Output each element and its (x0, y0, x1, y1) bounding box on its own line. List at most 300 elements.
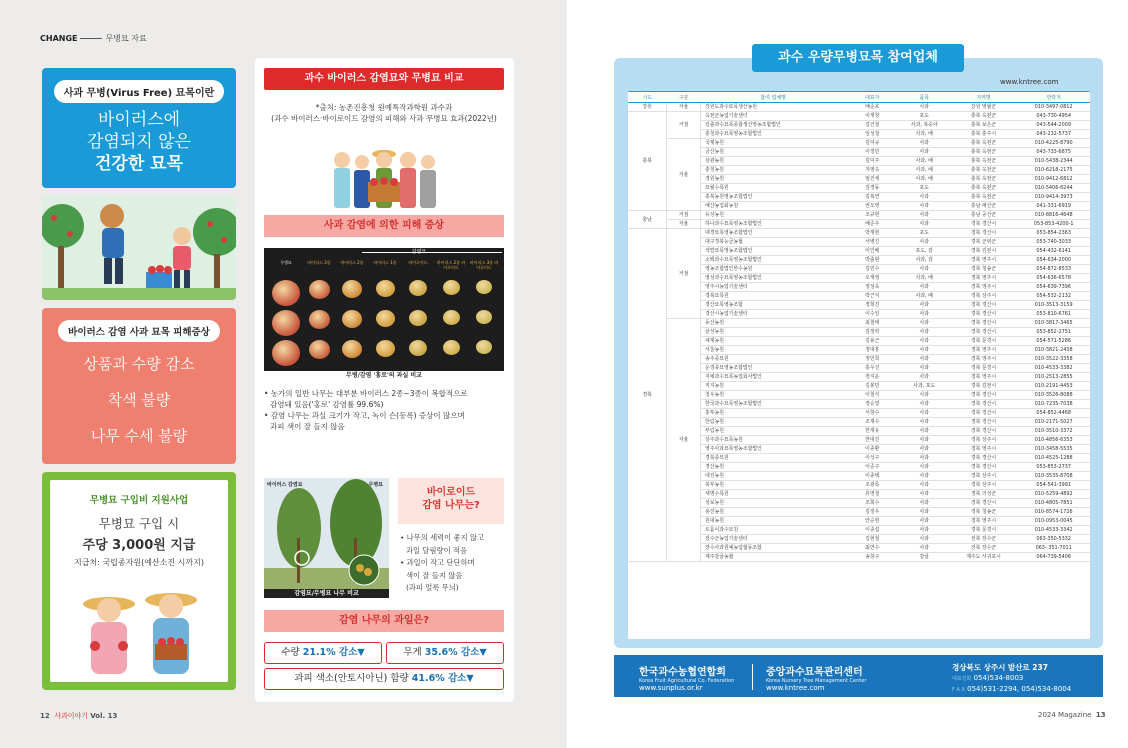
table-cell: 경북 영주시 (950, 346, 1018, 355)
table-cell: 경북 김천시 (950, 382, 1018, 391)
table-cell: 예산농업회농원 (701, 202, 846, 211)
table-cell: 충북 옥천군 (950, 157, 1018, 166)
viroid-box: 바이로이드 감염 나무는? (398, 478, 504, 524)
table-cell: 홍투농원 (701, 409, 846, 418)
apple-fruit (476, 310, 492, 324)
photo-col-label: 바이러스 3종 (307, 260, 331, 265)
table-cell: 충북 보은군 (950, 121, 1018, 130)
table-cell: 사과 (899, 310, 950, 319)
table-row (628, 139, 1090, 148)
compare-title: 과수 바이러스 감염묘와 무병묘 비교 (264, 68, 504, 90)
table-cell: 053-854-2363 (1017, 229, 1090, 238)
apple-fruit (376, 280, 395, 297)
column-header: 연락처 (1017, 92, 1090, 103)
table-cell: 트롬이과수묘원 (701, 526, 846, 535)
table-cell: 충북농원영농조합법인 (701, 193, 846, 202)
subsidy-amount: 주당 3,000원 지급 (82, 538, 196, 553)
table-cell: 사과 (899, 211, 950, 220)
table-cell: 사과, 배 (899, 274, 950, 283)
table-cell: 사과 (899, 400, 950, 409)
table-cell: 김정우 (846, 508, 899, 517)
table-cell: 054-571-5286 (1017, 337, 1090, 346)
virus-free-desc (42, 109, 236, 175)
table-cell: 청우농원 (701, 391, 846, 400)
table-cell: 삼성농원 (701, 328, 846, 337)
table-cell: 이석구 (846, 454, 899, 463)
table-cell: 하나과수묘목영농조합법인 (701, 220, 846, 229)
photo-col-label: 바이러스 2종 바이로이드 (436, 260, 466, 270)
table-cell: 경북 경산시 (950, 220, 1018, 229)
table-cell: 010-8816-4648 (1017, 211, 1090, 220)
table-cell: 김경동 (846, 184, 899, 193)
region-cell: 충남 (628, 211, 667, 229)
table-cell: 사과 (899, 301, 950, 310)
table-cell: 043-730-4954 (1017, 112, 1090, 121)
table-cell: 포도, 감 (899, 247, 950, 256)
table-cell: 경북 경산시 (950, 400, 1018, 409)
table-cell: 김봉민 (846, 382, 899, 391)
division-cell: 자율 (667, 103, 701, 112)
apple-fruit (476, 280, 492, 294)
table-cell: 경북 상주시 (950, 481, 1018, 490)
division-cell: 거점 (667, 112, 701, 139)
table-cell: 010-9414-3973 (1017, 193, 1090, 202)
table-cell: 오재영 (846, 274, 899, 283)
table-cell: 충북 옥천군 (950, 175, 1018, 184)
table-cell: 010-4225-8790 (1017, 139, 1090, 148)
stat-weight: 무게 35.6% 감소▼ (386, 642, 504, 664)
brand-label: CHANGE (40, 34, 78, 43)
table-cell: 사과 (899, 427, 950, 436)
org-federation: 한국과수농협연합회 Korea Fruit Agricultural Co. Federation www.sunplus.or.kr (639, 667, 735, 692)
table-cell: 류영철 (846, 490, 899, 499)
photo-col-label: 바이러스 2종 (340, 260, 364, 265)
table-cell: 직지농원 (701, 382, 846, 391)
apple-fruit (443, 280, 460, 295)
table-cell: 경산묘목영농조합 (701, 301, 846, 310)
symptom-item: 상품과 수량 감소 (83, 355, 195, 373)
table-cell: 경북 영주시 (950, 256, 1018, 265)
table-cell: 경산시농업기술센터 (701, 310, 846, 319)
table-cell: 북부농원 (701, 481, 846, 490)
website-url: www.kntree.com (1000, 78, 1059, 86)
table-cell: 안승현 (846, 517, 899, 526)
table-cell: 제주감귤농협 (701, 553, 846, 562)
apple-fruit (409, 280, 427, 296)
table-cell: 배준호 (846, 103, 899, 112)
table-cell: 010-3458-5535 (1017, 445, 1090, 454)
table-cell: 054-636-6578 (1017, 274, 1090, 283)
table-cell: 정승열 (846, 400, 899, 409)
table-cell: 한림농원 (701, 418, 846, 427)
desc-line2: 감염되지 않은 (87, 132, 191, 152)
table-cell: 김민수 (846, 265, 899, 274)
table-cell: 경북 경산시 (950, 229, 1018, 238)
table-cell: 사과 (899, 265, 950, 274)
table-cell: 김현철 (846, 535, 899, 544)
table-cell: 064-739-5406 (1017, 553, 1090, 562)
table-cell: 사과 (899, 535, 950, 544)
stat-anthocyanin: 과피 색소(안토시아닌) 함량 41.6% 감소▼ (264, 668, 504, 690)
table-cell: 경북 상주시 (950, 472, 1018, 481)
table-cell: 경원농원 (701, 175, 846, 184)
table-cell: 경북 문경시 (950, 526, 1018, 535)
apple-fruit (272, 310, 300, 336)
table-cell: 경북 경산시 (950, 328, 1018, 337)
organizations-footer (614, 655, 1103, 697)
table-cell: 한대진 (846, 436, 899, 445)
table-cell: 유성농원 (701, 211, 846, 220)
table-cell: 소백과수묘목영농조합법인 (701, 256, 846, 265)
table-cell: 대진농원 (701, 472, 846, 481)
bracket-label: 감염묘 (411, 249, 427, 255)
table-cell: 사과 (899, 418, 950, 427)
table-cell: 색깔묘목영농조합법인 (701, 247, 846, 256)
table-cell: 사과 (899, 436, 950, 445)
subsidy-panel (42, 472, 236, 690)
table-cell: 사과 (899, 409, 950, 418)
table-cell: 박근식 (846, 292, 899, 301)
table-cell: 한국과수묘목영농조합법인 (701, 400, 846, 409)
table-cell: 지예과수묘목농업회사법인 (701, 373, 846, 382)
compare-source: *출처: 농촌진흥청 원예특작과학원 과수과 (과수 바이러스·바이로이드 감염의 피해와 사과 무병묘 효과(2022년) (271, 103, 497, 123)
table-cell: 경북 경산시 (950, 319, 1018, 328)
table-cell: 사과, 포도 (899, 382, 950, 391)
table-cell: 경북 영주시 (950, 274, 1018, 283)
table-cell: 김복연 (846, 193, 899, 202)
table-cell: 경북 상주시 (950, 436, 1018, 445)
table-cell: 경북 영주시 (950, 283, 1018, 292)
table-cell: 사과, 배 (899, 292, 950, 301)
table-cell: 경북 경산시 (950, 409, 1018, 418)
table-cell: 조희수 (846, 499, 899, 508)
table-cell: 포도 (899, 229, 950, 238)
table-cell: 영주사과묘목영농조합법인 (701, 445, 846, 454)
table-cell: 감귤 (899, 553, 950, 562)
table-cell: 사과 (899, 139, 950, 148)
participants-table (628, 91, 1090, 562)
table-cell: 최철태 (846, 319, 899, 328)
table-cell: 이준구 (846, 463, 899, 472)
table-cell: 사과 (899, 328, 950, 337)
table-cell: 사과 (899, 337, 950, 346)
column-header: 구분 (667, 92, 701, 103)
table-row (628, 319, 1090, 328)
table-cell: 010-7235-7038 (1017, 400, 1090, 409)
contact-info: 경상북도 상주시 발산로 237 대표전화 054)534-8003 F A X 054)531-2294, 054)534-8004 (952, 663, 1072, 693)
infection-bullets: • 농가의 일반 나무는 대부분 바이러스 2종~3종이 복합적으로 감염돼 있음('홍로' 감염률 99.6%) • 감염 나무는 과실 크기가 작고, 녹이 슨(동록) 증상이 많으며 과피 색이 잘 들지 않음 (264, 389, 468, 431)
left-page-footer: 12 사과이야기 Vol. 13 (40, 712, 118, 720)
table-cell: 장수군농업기술센터 (701, 535, 846, 544)
table-cell: 정대흥 (846, 346, 899, 355)
table-cell: 사과 (899, 454, 950, 463)
table-cell: 010-0953-0045 (1017, 517, 1090, 526)
table-cell: 김건철 (846, 121, 899, 130)
table-cell: 010-5438-2344 (1017, 157, 1090, 166)
table-cell: 정민희 (846, 355, 899, 364)
table-cell: 054-872-8533 (1017, 265, 1090, 274)
table-cell: 충남 예산군 (950, 202, 1018, 211)
table-cell: 지영옥 (846, 166, 899, 175)
table-cell: 053-853-2737 (1017, 463, 1090, 472)
table-cell: 박출현 (846, 256, 899, 265)
table-cell: 사과, 배 (899, 175, 950, 184)
table-cell: 이철식 (846, 391, 899, 400)
table-cell: 최연수 (846, 544, 899, 553)
desc-line1: 바이러스에 (97, 110, 181, 130)
table-cell: 사과 (899, 508, 950, 517)
table-cell: 사과, 복숭아 (899, 121, 950, 130)
table-cell: 배준우 (846, 220, 899, 229)
table-cell: 사과 (899, 355, 950, 364)
table-cell: 운경종묘영농조합법인 (701, 364, 846, 373)
table-cell: 경북 경산시 (950, 391, 1018, 400)
table-cell: 사과, 배 (899, 166, 950, 175)
symptom-item: 착색 불량 (107, 391, 171, 409)
table-cell: 경북 경산시 (950, 463, 1018, 472)
table-cell: 043-544-2009 (1017, 121, 1090, 130)
table-cell: 대구경북능금농협 (701, 238, 846, 247)
symptom-panel (42, 308, 236, 464)
table-cell: 010-6218-2175 (1017, 166, 1090, 175)
table-cell: 054-541-3991 (1017, 481, 1090, 490)
apple-fruit (376, 310, 395, 327)
table-cell: 조광록 (846, 481, 899, 490)
table-cell: 이인배 (846, 247, 899, 256)
apple-fruit (409, 340, 427, 356)
farmers-illustration (42, 196, 236, 300)
table-cell: 010-4525-1288 (1017, 454, 1090, 463)
farmers-group-illustration (330, 142, 440, 212)
tree-comparison-photo (264, 478, 389, 598)
table-cell: 사과, 배 (899, 130, 950, 139)
table-cell: 김덕주 (846, 157, 899, 166)
table-cell: 국제농원 (701, 139, 846, 148)
table-cell: 조재수 (846, 418, 899, 427)
division-cell: 거점 (667, 211, 701, 220)
table-cell: 홍우진 (846, 364, 899, 373)
apple-fruit (376, 340, 395, 357)
table-cell: 054-432-6141 (1017, 247, 1090, 256)
virus-free-pill: 사과 무병(Virus Free) 묘목이란 (54, 80, 225, 103)
table-cell: 엄진세 (846, 175, 899, 184)
table-cell: 사과 (899, 346, 950, 355)
table-cell: 054-634-2000 (1017, 256, 1090, 265)
table-cell: 사과 (899, 364, 950, 373)
table-cell: 장수사과원예농업협동조합 (701, 544, 846, 553)
table-cell: 경북 영주시 (950, 517, 1018, 526)
table-cell: 금산농원 (701, 148, 846, 157)
table-cell: 이재창 (846, 112, 899, 121)
column-header: 참여 업체명 (701, 92, 846, 103)
table-cell: 010-4533-3382 (1017, 364, 1090, 373)
table-cell: 010-3513-3159 (1017, 301, 1090, 310)
apple-fruit (443, 340, 460, 355)
table-cell: 사과 (899, 283, 950, 292)
table-cell: 영주시농업기술센터 (701, 283, 846, 292)
table-cell: 새명수목원 (701, 490, 846, 499)
table-cell: 제주도 서귀포시 (950, 553, 1018, 562)
apple-fruit (272, 340, 300, 366)
table-cell: 010-3497-0812 (1017, 103, 1090, 112)
apple-fruit (309, 280, 330, 299)
table-cell: 권오영 (846, 202, 899, 211)
table-cell: 충청과수묘목영농조합법인 (701, 130, 846, 139)
table-cell: 053-852-2751 (1017, 328, 1090, 337)
stat-yield: 수량 21.1% 감소▼ (264, 642, 382, 664)
region-cell: 경북 (628, 229, 667, 562)
subsidy-line1: 무병묘 구입 시 (98, 516, 180, 531)
table-cell: 장지운 (846, 373, 899, 382)
table-cell: 용진농원 (701, 508, 846, 517)
viroid-bullets: • 나무의 세력이 좋지 않고 과일 달림량이 적음 • 과일이 작고 단단하며 색이 잘 들지 않음 (과피 얼룩 무늬) (400, 533, 485, 592)
table-cell: 054-639-7396 (1017, 283, 1090, 292)
table-cell: 경북 영주시 (950, 355, 1018, 364)
table-cell: 서울농원 (701, 346, 846, 355)
tree-label-free: 무병묘 (368, 482, 383, 488)
desc-line3: 건강한 묘목 (94, 154, 184, 174)
table-cell: 이종섭 (846, 526, 899, 535)
table-cell: 동산농원 (701, 319, 846, 328)
table-cell: 성보농원 (701, 499, 846, 508)
table-cell: 경북묘목원 (701, 292, 846, 301)
table-row (628, 211, 1090, 220)
table-cell: 충청농원 (701, 166, 846, 175)
table-cell: 사과 (899, 544, 950, 553)
table-cell: 사과 (899, 220, 950, 229)
table-cell: 경북 청송군 (950, 265, 1018, 274)
table-cell: 송주종묘원 (701, 355, 846, 364)
table-cell: 010-3522-3358 (1017, 355, 1090, 364)
table-cell: 경북 상주시 (950, 292, 1018, 301)
table-cell: 010-3817-3465 (1017, 319, 1090, 328)
table-cell: 010-9412-6812 (1017, 175, 1090, 184)
participants-title: 과수 우량무병묘목 참여업체 (752, 44, 964, 72)
table-cell: 경북 김천시 (950, 247, 1018, 256)
table-cell: 강원도과수묘목생산농원 (701, 103, 846, 112)
table-cell: 054-852-4468 (1017, 409, 1090, 418)
table-cell: 김정락 (846, 328, 899, 337)
table-cell: 053-740-3033 (1017, 238, 1090, 247)
virus-free-panel (42, 68, 236, 188)
table-cell: 상주과수묘목농원 (701, 436, 846, 445)
table-cell: 묘월수목원 (701, 184, 846, 193)
table-cell: 충북 옥천군 (950, 166, 1018, 175)
subsidy-title: 무병묘 구입비 지원사업 (89, 495, 189, 506)
page-header (40, 33, 147, 44)
table-cell: 경북 군위군 (950, 238, 1018, 247)
table-cell: 임성철 (846, 130, 899, 139)
photo-col-label: 무병묘 (280, 260, 292, 265)
table-cell: 전북 장수군 (950, 535, 1018, 544)
table-cell: 010-2191-4453 (1017, 382, 1090, 391)
apple-fruit (309, 340, 330, 359)
org-nursery-center: 중앙과수묘목관리센터 Korea Nursery Tree Management Center www.kntree.com (766, 667, 867, 692)
table-cell: 010-5259-4892 (1017, 490, 1090, 499)
apple-fruit (409, 310, 427, 326)
table-cell: 정성욱 (846, 283, 899, 292)
table-cell: 010-4533-3342 (1017, 526, 1090, 535)
table-cell: 충북 옥천군 (950, 184, 1018, 193)
apple-fruit (476, 340, 492, 354)
table-cell: 영성과수묘목영농조합법인 (701, 274, 846, 283)
photo-col-label: 바이러스 1종 (373, 260, 397, 265)
table-cell: 사과 (899, 238, 950, 247)
table-cell: 경북 경산시 (950, 454, 1018, 463)
symptom-item: 나무 수세 불량 (90, 427, 188, 445)
table-row (628, 229, 1090, 238)
table-cell: 송창구 (846, 553, 899, 562)
apple-fruit (342, 310, 362, 328)
table-cell: 사과 (899, 517, 950, 526)
table-cell: 대경묘목영농조합법인 (701, 229, 846, 238)
table-cell: 충북 옥천군 (950, 193, 1018, 202)
table-cell: 조규현 (846, 211, 899, 220)
subsidy-source: 지급처: 국립종자원(예산소진 시까지) (74, 558, 204, 567)
table-cell: 경북 경산시 (950, 301, 1018, 310)
section-label: 무병묘 자료 (105, 34, 147, 43)
table-cell: 경북 문경시 (950, 364, 1018, 373)
table-cell: 경북 문경시 (950, 337, 1018, 346)
column-header: 대표자 (846, 92, 899, 103)
table-cell: 사과 (899, 526, 950, 535)
table-cell: 053-810-6761 (1017, 310, 1090, 319)
table-cell: 사과 (899, 148, 950, 157)
photo-col-label: 바이로이드 (408, 260, 428, 265)
division-cell: 자율 (667, 139, 701, 211)
table-cell: 010-4856-6353 (1017, 436, 1090, 445)
table-cell: 전북 장수군 (950, 544, 1018, 553)
fruit-effect-bar: 감염 나무의 과일은? (264, 610, 504, 632)
table-cell: 063-350-5332 (1017, 535, 1090, 544)
table-cell: 사과, 감 (899, 256, 950, 265)
table-cell: 010-3821-2438 (1017, 346, 1090, 355)
table-cell: 새재농원 (701, 337, 846, 346)
table-cell: 010-2513-2855 (1017, 373, 1090, 382)
table-cell: 경북 영주시 (950, 445, 1018, 454)
table-cell: 사과 (899, 202, 950, 211)
table-cell: 사과, 배 (899, 157, 950, 166)
region-cell: 강원 (628, 103, 667, 112)
table-cell: 경북 청송군 (950, 508, 1018, 517)
table-cell: 충북 옥천군 (950, 139, 1018, 148)
symptom-pill: 바이러스 감염 사과 묘목 피해증상 (58, 320, 220, 342)
table-row (628, 112, 1090, 121)
apple-photo-caption: 무병/감염 '홍로'의 과실 비교 (264, 371, 504, 380)
table-cell: 010-3535-8708 (1017, 472, 1090, 481)
apple-fruit (342, 340, 362, 358)
apple-fruit (272, 280, 300, 306)
table-cell: 서창수 (846, 409, 899, 418)
table-cell: 경북 의성군 (950, 490, 1018, 499)
table-cell: 010-3510-3372 (1017, 427, 1090, 436)
table-cell: 010-5406-6244 (1017, 184, 1090, 193)
table-cell: 사과 (899, 103, 950, 112)
table-cell: 정희진 (846, 301, 899, 310)
table-cell: 포도 (899, 112, 950, 121)
table-cell: 경북 경산시 (950, 310, 1018, 319)
table-cell: 사과 (899, 445, 950, 454)
table-cell: 043-232-5737 (1017, 130, 1090, 139)
table-cell: 063- 351-7011 (1017, 544, 1090, 553)
table-cell: 김덕규 (846, 139, 899, 148)
table-cell: 충북 옥천군 (950, 148, 1018, 157)
photo-col-label: 바이러스 3종 바이로이드 (469, 260, 499, 270)
division-cell: 자율 (667, 319, 701, 562)
table-cell: 사과 (899, 472, 950, 481)
table-cell: 강원 영월군 (950, 103, 1018, 112)
table-cell: 이정민 (846, 148, 899, 157)
